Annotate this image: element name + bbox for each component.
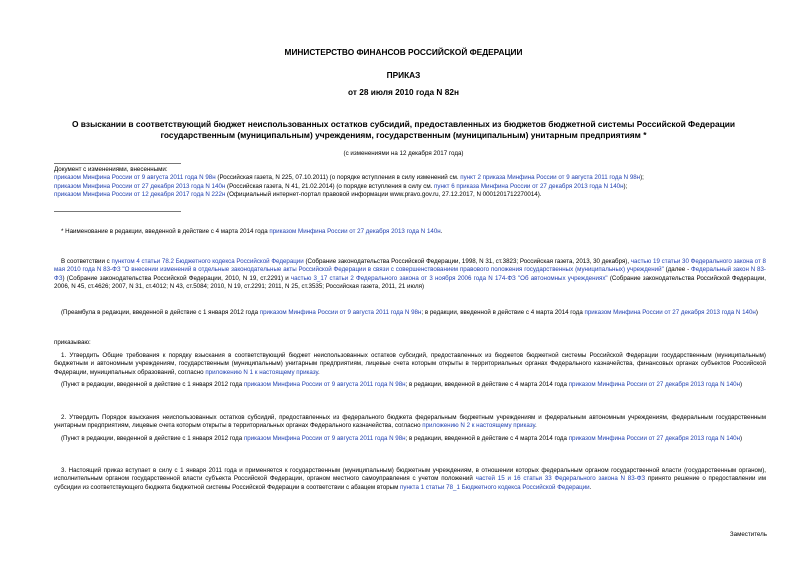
preamble-note-link-2[interactable]: приказом Минфина России от 27 декабря 2013 года N 140н [584, 309, 756, 316]
amendment-2-link-2[interactable]: пункт 6 приказа Минфина России от 27 декабря 2013 года N 140н [434, 182, 624, 190]
item-2-appendix-link[interactable]: приложению N 2 к настоящему приказу [422, 422, 535, 430]
preamble-note-link-1[interactable]: приказом Минфина России от 9 августа 2011 года N 98н [259, 309, 422, 316]
preamble-revision-note: (Преамбула в редакции, введенной в действие с 1 января 2012 года приказом Минфина России от 9 августа 2011 года N 98н; в редакции, введенной в действие с 4 марта 2014 года приказом Минфина России от 27 декабря 2013 года N 140н) [61, 309, 758, 316]
amendment-1-link-2[interactable]: пункт 2 приказа Минфина России от 9 августа 2011 года N 98н [460, 174, 641, 182]
item-3-83fz-link[interactable]: частей 15 и 16 статьи 33 Федерального закона N 83-ФЗ [475, 475, 646, 483]
order-item-3: 3. Настоящий приказ вступает в силу с 1 января 2011 года и применяется к государственным (муниципальным) бюджетным учреждениям, в отношении которых федеральным органом государственной власти (государственным органом), исполнительным органом государственной власти субъекта Российской Федерации, органом местного самоуправления с учетом положений частей 15 и 16 статьи 33 Федерального закона N 83-ФЗ принято решение о предоставлении им субсидии из соответствующего бюджета бюджетной системы Российской Федерации в соответствии с абзацем вторым пункта 1 статьи 78_1 Бюджетного кодекса Российской Федерации. [54, 467, 766, 491]
preamble-link-174fz[interactable]: частью 3_17 статьи 2 Федерального закона от 3 ноября 2006 года N 174-ФЗ "Об автономных учреждениях" [290, 274, 608, 282]
item-3-budget-code-link[interactable]: пункта 1 статьи 78_1 Бюджетного кодекса Российской Федерации [400, 483, 590, 491]
amendments-block [54, 166, 754, 199]
amendment-3: приказом Минфина России от 12 декабря 2017 года N 222н (Официальный интернет-портал правовой информации www.pravo.gov.ru, 27.12.2017, N 0001201712270014). [54, 190, 542, 198]
order-item-2-note: (Пункт в редакции, введенной в действие с 1 января 2012 года приказом Минфина России от 9 августа 2011 года N 98н; в редакции, введенной в действие с 4 марта 2014 года приказом Минфина России от 27 декабря 2013 года N 140н) [61, 435, 743, 442]
doc-date-number: от 28 июля 2010 года N 82н [348, 87, 459, 97]
item-2-note-link-1[interactable]: приказом Минфина России от 9 августа 2011 года N 98н [243, 435, 406, 442]
doc-type: ПРИКАЗ [386, 70, 421, 80]
doc-title-line-1: О взыскании в соответствующий бюджет неиспользованных остатков субсидий, предоставленных из бюджетов бюджетной системы Российской Федерации [71, 119, 736, 129]
separator-bottom [54, 211, 181, 212]
order-item-1: 1. Утвердить Общие требования к порядку взыскания в соответствующий бюджет неиспользованных остатков субсидий, предоставленных из бюджетов бюджетной системы Российской Федерации государственным (муниципальным) бюджетным и автономным учреждениям, государственным (муниципальным) унитарным предприятиям, лицевые счета которым открыты в территориальных органах Федерального казначейства, финансовых органах субъектов Российской Федерации, муниципальных образований, согласно приложению N 1 к настоящему приказу. [54, 352, 766, 376]
amendments-heading: Документ с изменениями, внесенными: [54, 166, 168, 173]
order-item-2: 2. Утвердить Порядок взыскания неиспользованных остатков субсидий, предоставленных из федерального бюджета федеральным бюджетным учреждениям и федеральным автономным учреждениям, федеральным государственным унитарным предприятиям, лицевые счета которым открыты в территориальных органах Федерального казначейства, согласно приложению N 2 к настоящему приказу. [54, 414, 766, 430]
item-2-note-link-2[interactable]: приказом Минфина России от 27 декабря 2013 года N 140н [568, 435, 741, 442]
item-1-note-link-1[interactable]: приказом Минфина России от 9 августа 2011 года N 98н [243, 381, 406, 388]
order-item-1-note: (Пункт в редакции, введенной в действие с 1 января 2012 года приказом Минфина России от 9 августа 2011 года N 98н; в редакции, введенной в действие с 4 марта 2014 года приказом Минфина России от 27 декабря 2013 года N 140н) [61, 381, 743, 388]
revision-note: (с изменениями на 12 декабря 2017 года) [343, 150, 464, 157]
amendment-2-link[interactable]: приказом Минфина России от 27 декабря 2013 года N 140н [54, 182, 226, 190]
footnote-link[interactable]: приказом Минфина России от 27 декабря 2013 года N 140н [269, 228, 441, 235]
ministry-name: МИНИСТЕРСТВО ФИНАНСОВ РОССИЙСКОЙ ФЕДЕРАЦИИ [284, 47, 523, 57]
doc-title-line-2: государственным (муниципальным) учреждениям, государственным (муниципальным) унитарным предприятиям * [160, 130, 647, 140]
footnote: * Наименование в редакции, введенной в действие с 4 марта 2014 года приказом Минфина России от 27 декабря 2013 года N 140н. [61, 228, 443, 235]
preamble-paragraph: В соответствии с пунктом 4 статьи 78.2 Бюджетного кодекса Российской Федерации (Собрание законодательства Российской Федерации, 1998, N 31, ст.3823; Российская газета, 2013, 30 декабря), частью 19 статьи 30 Федерального закона от 8 мая 2010 года N 83-ФЗ "О внесении изменений в отдельные законодательные акты Российской Федерации в связи с совершенствованием правового положения государственных (муниципальных) учреждений" (далее - Федеральный закон N 83-ФЗ) (Собрание законодательства Российской Федерации, 2010, N 19, ст.2291) и частью 3_17 статьи 2 Федерального закона от 3 ноября 2006 года N 174-ФЗ "Об автономных учреждениях" (Собрание законодательства Российской Федерации, 2006, N 45, ст.4626; 2007, N 31, ст.4012; N 43, ст.5084; 2010, N 19, ст.2291; 2011, N 25, ст.3535; Российская газета, 2011, 21 июля) [54, 258, 766, 290]
amendment-1-link[interactable]: приказом Минфина России от 9 августа 2011 года N 98н [54, 174, 216, 182]
amendment-2: приказом Минфина России от 27 декабря 2013 года N 140н (Российская газета, N 41, 21.02.2014) (о порядке вступления в силу см. пункт 6 приказа Минфина России от 27 декабря 2013 года N 140н); [54, 182, 628, 190]
item-1-appendix-link[interactable]: приложению N 1 к настоящему приказу [205, 368, 319, 376]
separator-top [54, 163, 181, 164]
prikazyvayu-label: приказываю: [54, 339, 91, 346]
amendment-1: приказом Минфина России от 9 августа 2011 года N 98н (Российская газета, N 225, 07.10.2011) (о порядке вступления в силу изменений см. пункт 2 приказа Минфина России от 9 августа 2011 года N 98н); [54, 174, 644, 182]
amendment-3-link[interactable]: приказом Минфина России от 12 декабря 2017 года N 222н [54, 190, 226, 198]
preamble-link-budget-code[interactable]: пунктом 4 статьи 78.2 Бюджетного кодекса Российской Федерации [111, 258, 304, 265]
preamble-link-83fz-article[interactable]: частью 19 статьи 30 Федерального закона от 8 мая 2010 года N 83-ФЗ "О внесении изменений в отдельные законодательные акты Российской Федерации в связи с совершенствованием правового положения государственных (муниципальных) учреждений" [54, 258, 766, 274]
item-1-note-link-2[interactable]: приказом Минфина России от 27 декабря 2013 года N 140н [568, 381, 741, 388]
preamble-link-83fz[interactable]: Федеральный закон N 83-ФЗ [54, 266, 766, 282]
signature-position: Заместитель [729, 531, 767, 538]
